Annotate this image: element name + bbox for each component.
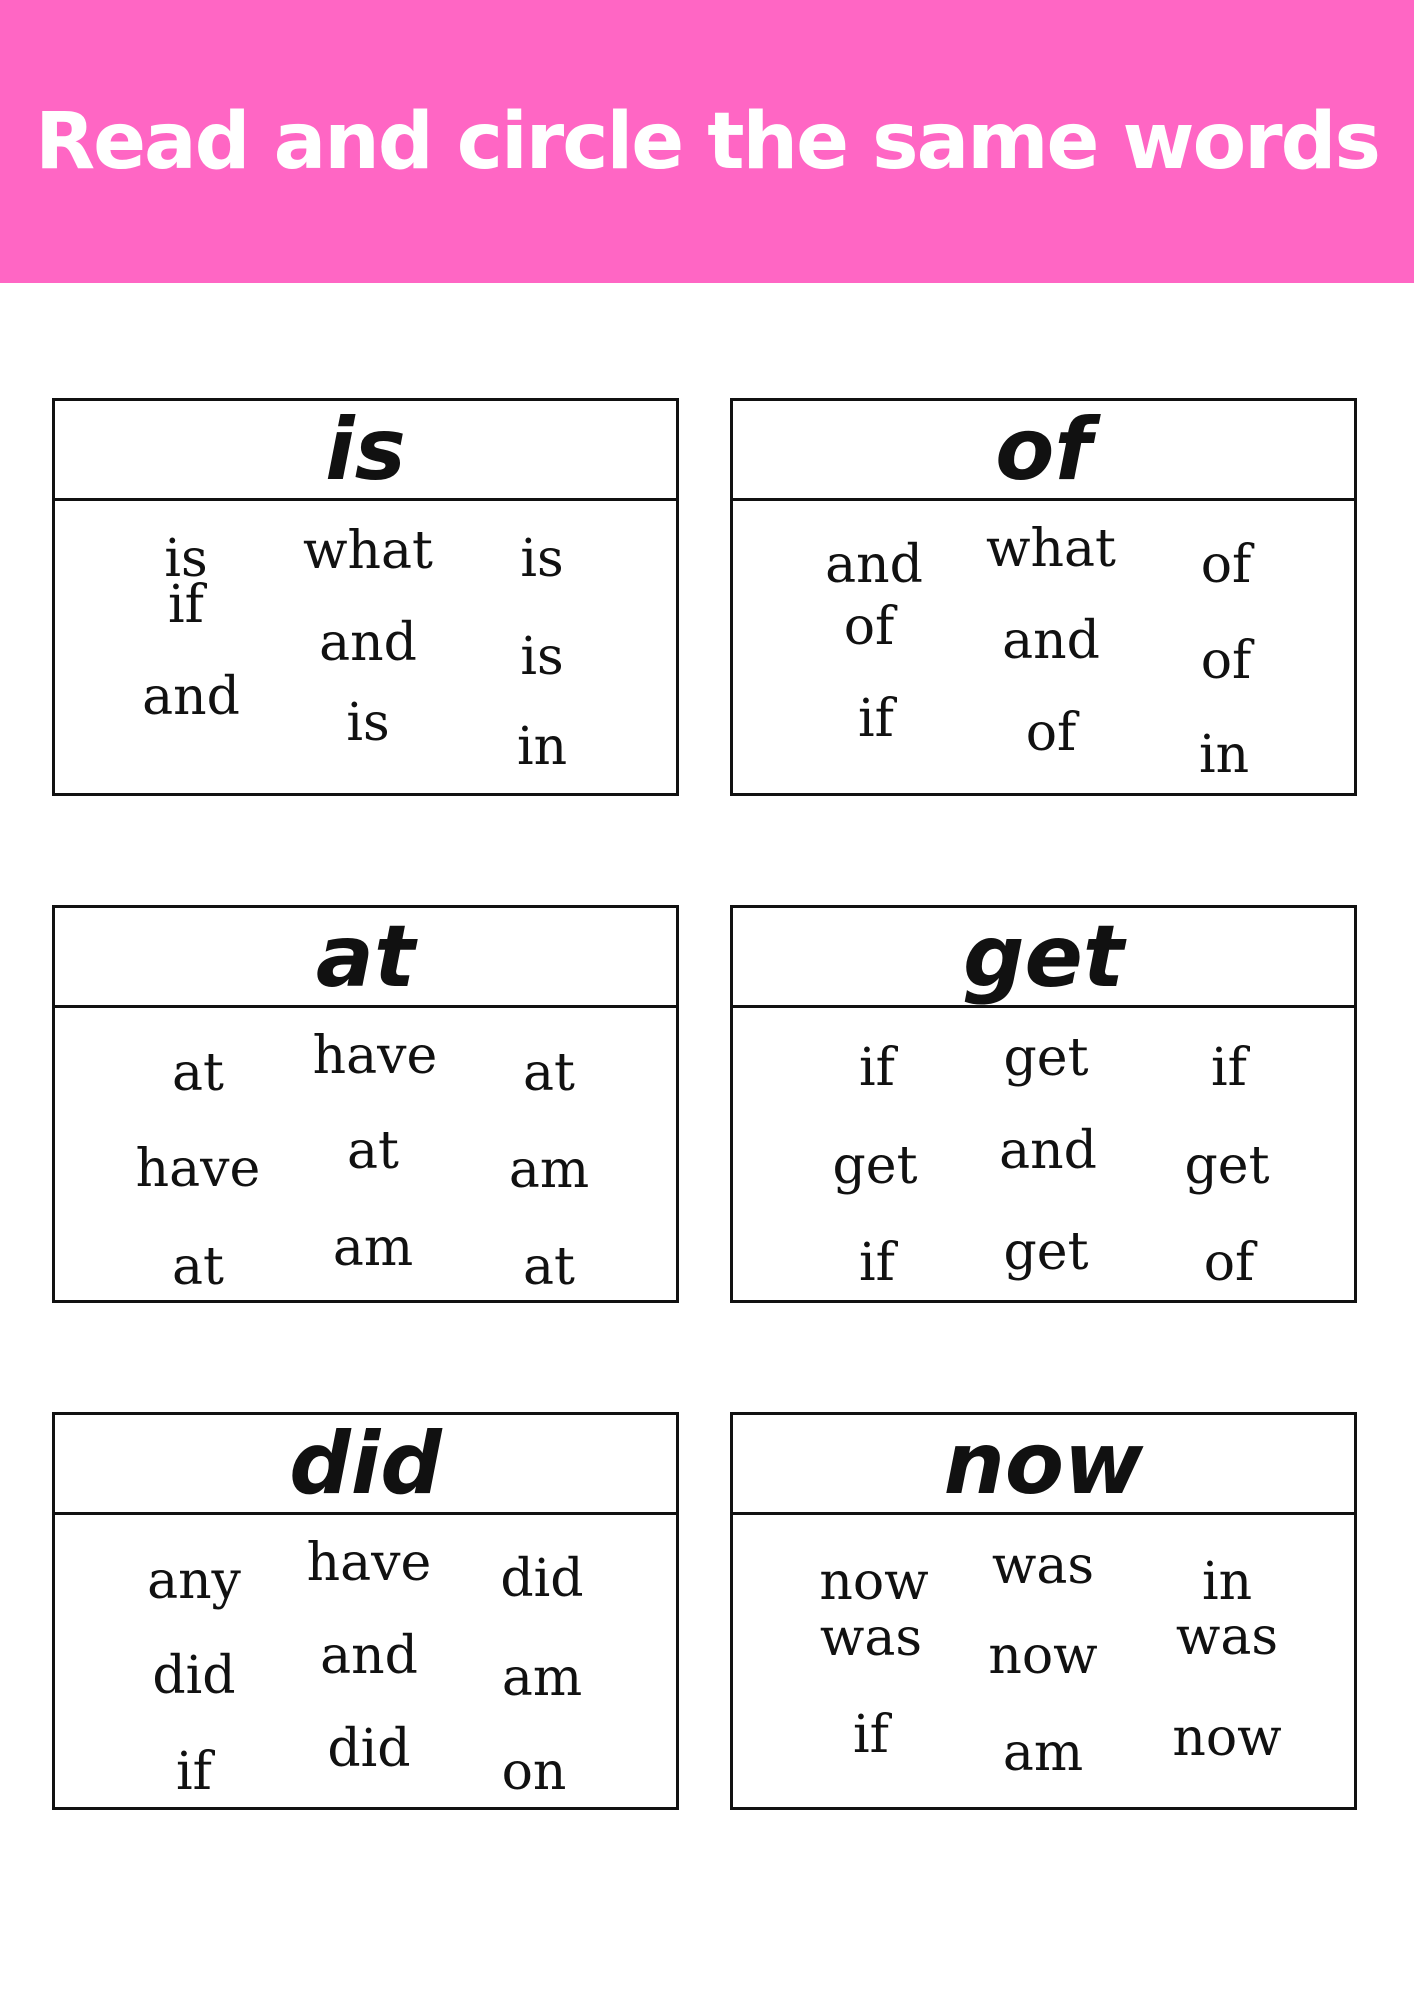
- word-option[interactable]: did: [152, 1646, 236, 1706]
- word-option[interactable]: any: [147, 1551, 241, 1611]
- word-option[interactable]: now: [1172, 1708, 1282, 1768]
- word-option[interactable]: and: [319, 613, 417, 673]
- target-word: now: [733, 1415, 1354, 1515]
- word-option[interactable]: of: [1203, 1233, 1255, 1293]
- word-option[interactable]: on: [501, 1742, 567, 1802]
- word-card-of: [730, 398, 1357, 796]
- word-card-get: [730, 905, 1357, 1303]
- word-option[interactable]: am: [332, 1218, 414, 1278]
- word-option[interactable]: and: [1002, 611, 1100, 671]
- word-option[interactable]: get: [1003, 1028, 1089, 1088]
- word-option[interactable]: am: [1002, 1723, 1084, 1783]
- word-option[interactable]: is: [520, 627, 564, 687]
- target-word: is: [55, 401, 676, 501]
- word-option[interactable]: what: [303, 521, 433, 581]
- word-card-at: [52, 905, 679, 1303]
- word-option[interactable]: if: [168, 575, 204, 635]
- word-option[interactable]: is: [164, 529, 208, 589]
- word-option[interactable]: have: [135, 1139, 261, 1199]
- word-option[interactable]: now: [988, 1626, 1098, 1686]
- word-option[interactable]: in: [516, 717, 568, 777]
- word-option[interactable]: is: [520, 529, 564, 589]
- target-word: did: [55, 1415, 676, 1515]
- word-option[interactable]: if: [853, 1705, 889, 1765]
- word-option[interactable]: in: [1198, 725, 1250, 785]
- page-title: Read and circle the same words: [35, 96, 1379, 187]
- word-option[interactable]: am: [508, 1140, 590, 1200]
- word-option[interactable]: and: [999, 1121, 1097, 1181]
- word-option[interactable]: of: [1025, 703, 1077, 763]
- word-card-is: [52, 398, 679, 796]
- word-option[interactable]: at: [172, 1043, 224, 1103]
- word-option[interactable]: have: [306, 1533, 432, 1593]
- word-option[interactable]: at: [523, 1237, 575, 1297]
- word-option[interactable]: what: [986, 519, 1116, 579]
- word-option[interactable]: get: [1184, 1136, 1270, 1196]
- word-option[interactable]: and: [825, 535, 923, 595]
- word-option[interactable]: of: [843, 597, 895, 657]
- word-option[interactable]: is: [346, 693, 390, 753]
- word-option[interactable]: have: [312, 1026, 438, 1086]
- word-option[interactable]: of: [1200, 535, 1252, 595]
- word-card-did: [52, 1412, 679, 1810]
- word-option[interactable]: get: [1003, 1222, 1089, 1282]
- word-option[interactable]: and: [320, 1626, 418, 1686]
- word-option[interactable]: am: [501, 1648, 583, 1708]
- word-option[interactable]: at: [523, 1043, 575, 1103]
- target-word: get: [733, 908, 1354, 1008]
- word-option[interactable]: did: [500, 1549, 584, 1609]
- word-option[interactable]: in: [1201, 1552, 1253, 1612]
- header-banner: [0, 0, 1414, 303]
- word-option[interactable]: did: [327, 1719, 411, 1779]
- word-card-now: [730, 1412, 1357, 1810]
- target-word: at: [55, 908, 676, 1008]
- target-word: of: [733, 401, 1354, 501]
- word-option[interactable]: was: [819, 1608, 923, 1668]
- word-option[interactable]: get: [832, 1136, 918, 1196]
- word-option[interactable]: if: [176, 1742, 212, 1802]
- word-option[interactable]: at: [172, 1237, 224, 1297]
- word-option[interactable]: if: [859, 1233, 895, 1293]
- word-option[interactable]: now: [819, 1552, 929, 1612]
- word-option[interactable]: of: [1200, 631, 1252, 691]
- word-option[interactable]: at: [347, 1121, 399, 1181]
- word-option[interactable]: was: [991, 1536, 1095, 1596]
- word-option[interactable]: if: [859, 1038, 895, 1098]
- word-option[interactable]: if: [858, 689, 894, 749]
- word-option[interactable]: and: [142, 667, 240, 727]
- word-option[interactable]: was: [1175, 1607, 1279, 1667]
- word-option[interactable]: if: [1211, 1038, 1247, 1098]
